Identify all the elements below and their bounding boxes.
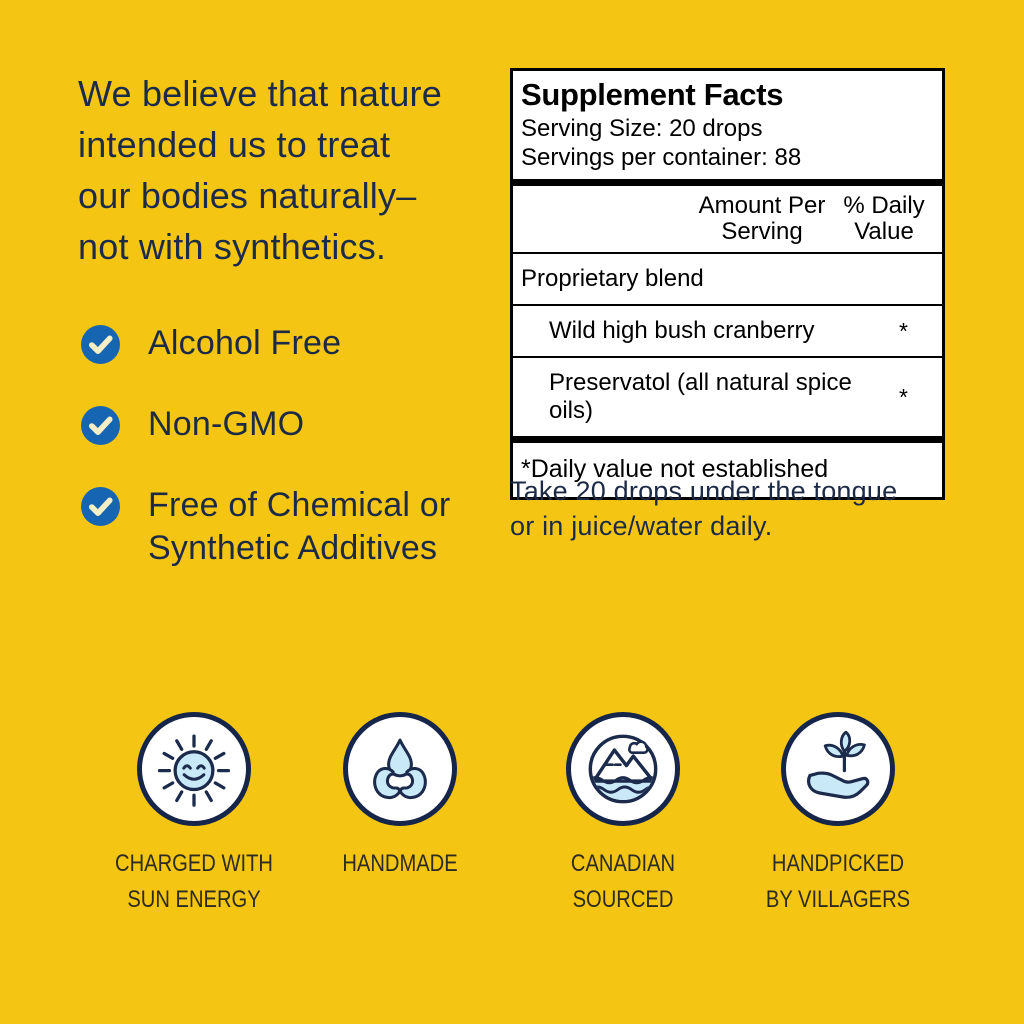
- facts-footnote: *Daily value not established: [521, 455, 829, 483]
- hero-line: our bodies naturally–: [78, 175, 417, 216]
- ingredient-name: Proprietary blend: [521, 265, 704, 292]
- facts-title: Supplement Facts: [521, 77, 784, 112]
- badge-label: HANDPICKED BY VILLAGERS: [765, 850, 911, 913]
- daily-value: *: [899, 383, 908, 410]
- list-item: [80, 322, 493, 365]
- supplement-facts-panel: [510, 68, 945, 500]
- table-row: [513, 358, 942, 443]
- hero-tagline: [78, 68, 442, 272]
- badge-charged-with-sun-energy: [89, 712, 299, 918]
- hands-water-drop-icon: [362, 731, 438, 807]
- benefits-checklist: [80, 322, 493, 570]
- badge-canadian-sourced: [518, 712, 728, 918]
- hero-line: not with synthetics.: [78, 226, 387, 267]
- table-row: [513, 254, 942, 306]
- badge-label: HANDMADE: [342, 850, 458, 877]
- check-icon: [80, 405, 121, 446]
- servings-per-container: Servings per container: 88: [521, 144, 802, 171]
- dosage-note: Take 20 drops under the tongue or in juice/water daily.: [510, 476, 898, 541]
- serving-size: Serving Size: 20 drops: [521, 115, 763, 142]
- table-row: [513, 306, 942, 358]
- list-item: [80, 484, 493, 570]
- sun-icon: [153, 728, 235, 810]
- check-icon: [80, 324, 121, 365]
- checklist-label: Free of Chemical or Synthetic Additives: [148, 486, 451, 567]
- hero-line: intended us to treat: [78, 124, 391, 165]
- badge-handpicked-by-villagers: [733, 712, 943, 918]
- badge-label: CHARGED WITH SUN ENERGY: [115, 850, 273, 913]
- facts-header: [513, 71, 942, 186]
- facts-column-headers: [513, 186, 942, 254]
- hero-line: We believe that nature: [78, 73, 442, 114]
- hand-plant-icon: [798, 729, 878, 809]
- checklist-label: Non-GMO: [148, 405, 305, 443]
- check-icon: [80, 486, 121, 527]
- list-item: [80, 403, 493, 446]
- checklist-label: Alcohol Free: [148, 324, 342, 362]
- amount-per-serving-header: Amount Per Serving: [698, 192, 826, 245]
- ingredient-name: Preservatol (all natural spice oils): [549, 369, 852, 424]
- ingredient-name: Wild high bush cranberry: [549, 317, 815, 344]
- daily-value: *: [899, 317, 908, 344]
- percent-daily-value-header: % Daily Value: [843, 192, 925, 245]
- badge-handmade: [295, 712, 505, 882]
- badge-label: CANADIAN SOURCED: [570, 850, 676, 913]
- mountains-icon: [580, 726, 666, 812]
